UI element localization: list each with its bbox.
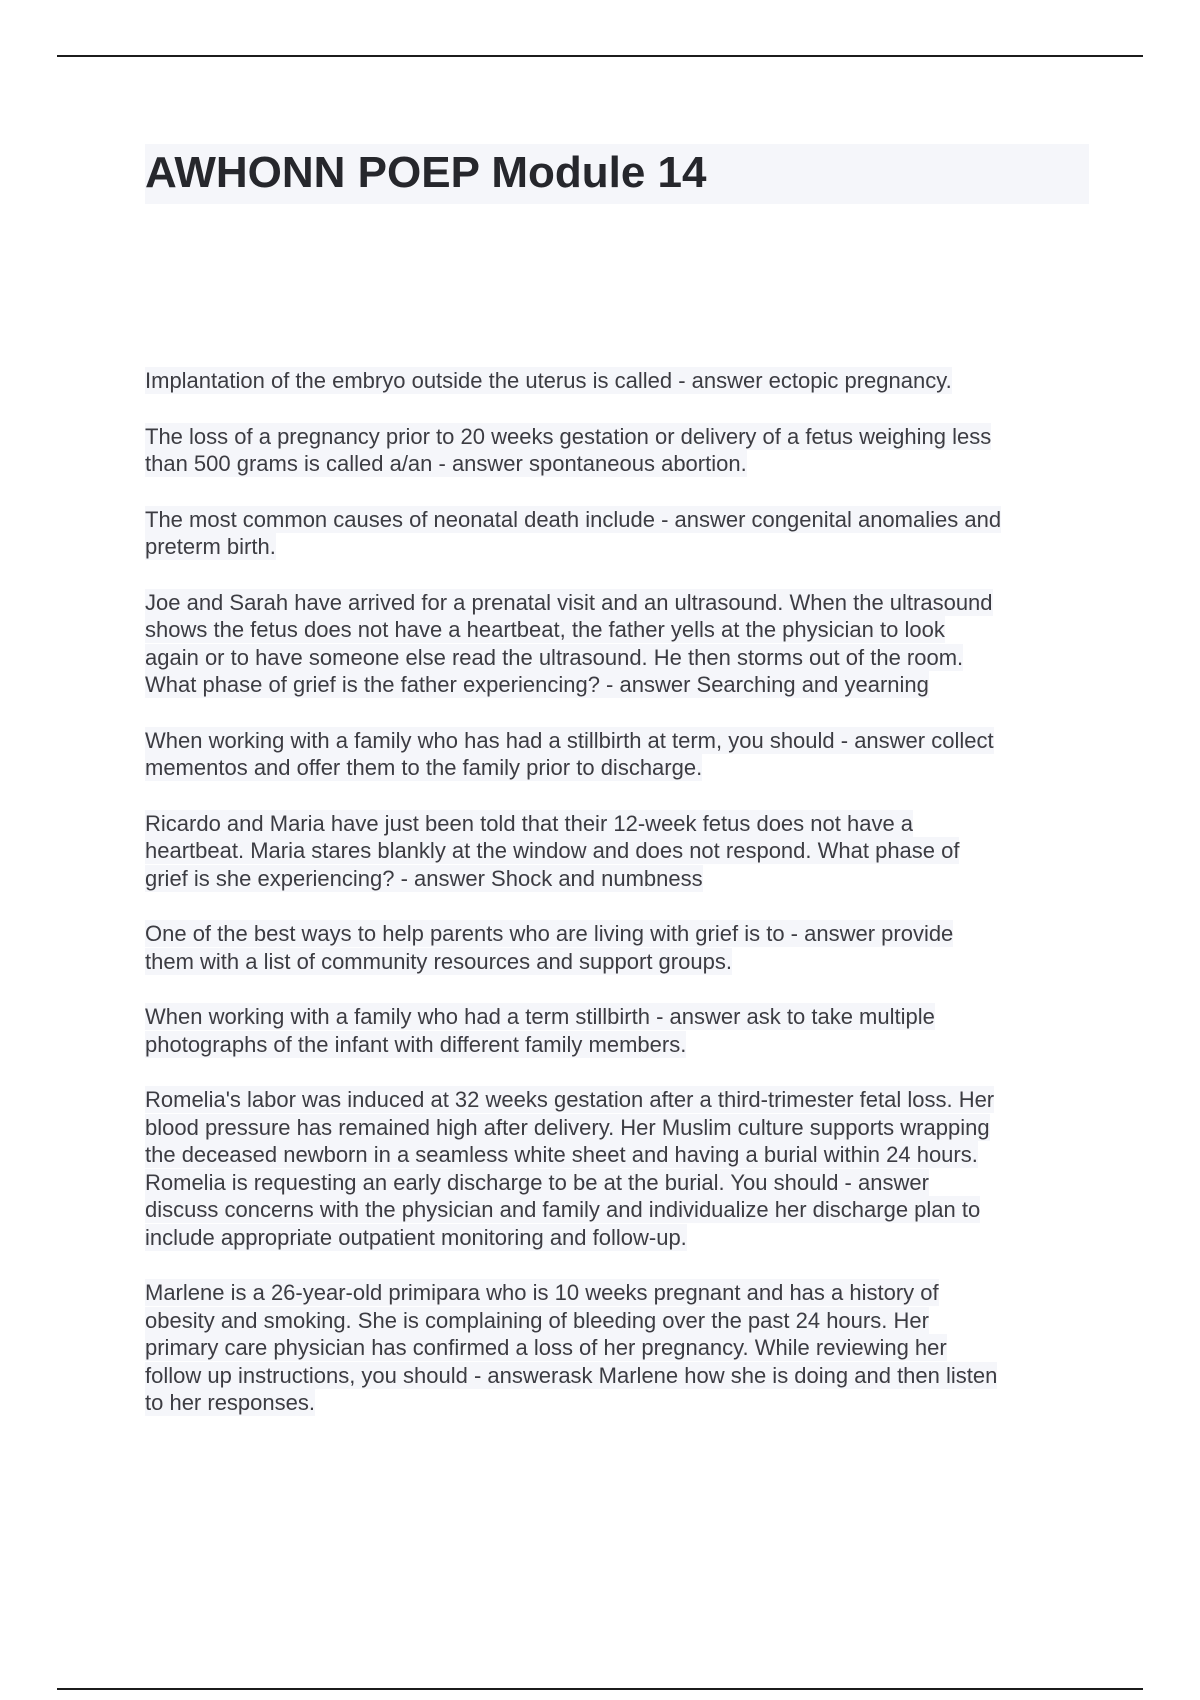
qa-entry	[145, 920, 1090, 975]
qa-entry	[145, 589, 1090, 699]
qa-line: them with a list of community resources and support groups.	[145, 948, 732, 974]
qa-line: When working with a family who had a term stillbirth - answer ask to take multiple	[145, 1004, 935, 1029]
qa-entry	[145, 367, 1090, 395]
qa-line: grief is she experiencing? - answer Shock and numbness	[145, 865, 703, 891]
bottom-rule	[57, 1688, 1143, 1690]
qa-line: mementos and offer them to the family prior to discharge.	[145, 755, 703, 780]
qa-line: Marlene is a 26-year-old primipara who is 10 weeks pregnant and has a history of	[145, 1280, 939, 1305]
qa-line: Romelia's labor was induced at 32 weeks gestation after a third-trimester fetal loss. Her	[145, 1087, 995, 1112]
qa-line: primary care physician has confirmed a loss of her pregnancy. While reviewing her	[145, 1335, 947, 1360]
qa-line: the deceased newborn in a seamless white sheet and having a burial within 24 hours.	[145, 1142, 978, 1167]
qa-line: Romelia is requesting an early discharge to be at the burial. You should - answer	[145, 1169, 929, 1195]
qa-line: photographs of the infant with different family members.	[145, 1031, 687, 1057]
qa-line: When working with a family who has had a stillbirth at term, you should - answer collect	[145, 727, 994, 753]
qa-entry	[145, 810, 1090, 893]
qa-line: than 500 grams is called a/an - answer spontaneous abortion.	[145, 451, 747, 476]
qa-entry	[145, 506, 1090, 561]
qa-line: again or to have someone else read the ultrasound. He then storms out of the room.	[145, 644, 964, 670]
qa-entry	[145, 1279, 1090, 1417]
qa-entry	[145, 423, 1090, 478]
qa-line: blood pressure has remained high after delivery. Her Muslim culture supports wrapping	[145, 1114, 990, 1140]
qa-line: The loss of a pregnancy prior to 20 weeks gestation or delivery of a fetus weighing less	[145, 423, 992, 449]
qa-line: What phase of grief is the father experiencing? - answer Searching and yearning	[145, 672, 929, 697]
qa-line: shows the fetus does not have a heartbeat, the father yells at the physician to look	[145, 617, 945, 642]
qa-entry	[145, 1086, 1090, 1251]
qa-line: include appropriate outpatient monitoring and follow-up.	[145, 1224, 687, 1250]
qa-line: follow up instructions, you should - answerask Marlene how she is doing and then listen	[145, 1362, 998, 1388]
page-title: AWHONN POEP Module 14	[145, 148, 707, 197]
qa-entry	[145, 1003, 1090, 1058]
qa-line: The most common causes of neonatal death include - answer congenital anomalies and	[145, 506, 1002, 532]
qa-line: to her responses.	[145, 1390, 315, 1415]
qa-line: heartbeat. Maria stares blankly at the window and does not respond. What phase of	[145, 838, 960, 863]
qa-line: obesity and smoking. She is complaining of bleeding over the past 24 hours. Her	[145, 1307, 929, 1333]
qa-line: discuss concerns with the physician and family and individualize her discharge plan to	[145, 1197, 981, 1222]
qa-line: preterm birth.	[145, 534, 276, 559]
qa-line: One of the best ways to help parents who are living with grief is to - answer provide	[145, 921, 954, 946]
qa-line: Ricardo and Maria have just been told that their 12-week fetus does not have a	[145, 810, 914, 836]
top-rule	[57, 55, 1143, 57]
qa-list	[145, 367, 1090, 1445]
qa-line: Joe and Sarah have arrived for a prenatal visit and an ultrasound. When the ultrasound	[145, 589, 993, 615]
qa-entry	[145, 727, 1090, 782]
qa-line: Implantation of the embryo outside the uterus is called - answer ectopic pregnancy.	[145, 368, 952, 393]
